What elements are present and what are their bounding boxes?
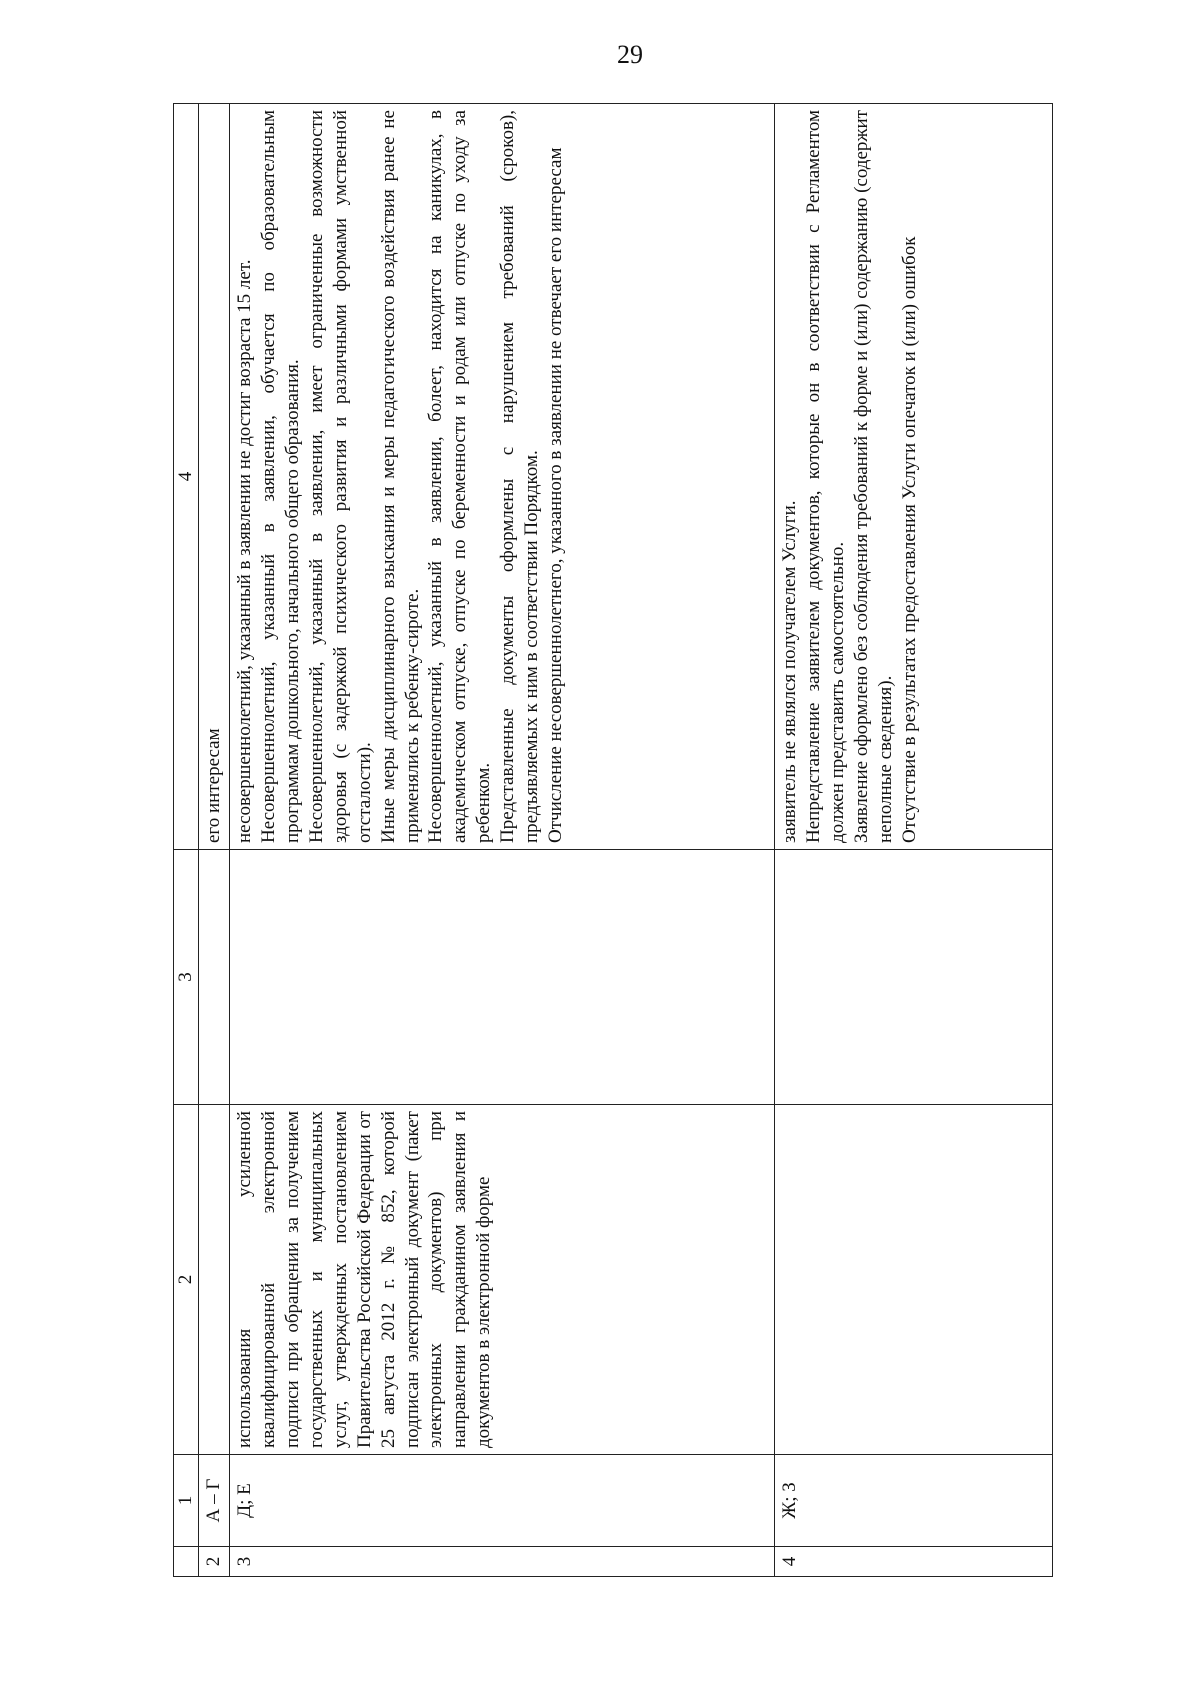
header-cell: 1 xyxy=(174,1455,199,1547)
header-cell-num xyxy=(174,1547,199,1577)
row-cell xyxy=(199,850,230,1105)
row-code: Ж; З xyxy=(774,1455,1052,1547)
row-cell-basis: использования усиленной квалифицированной электронной подписи при обращении за получением государственных и муниципальных услуг, утвержденных постановлением Правительства Российской Федерации от 25 августа 2012 г. № 852, которой подписан электронный документ (пакет электронных документов) при направлении гражданином заявления и документов в электронной форме xyxy=(229,1105,774,1455)
header-cell: 4 xyxy=(174,104,199,850)
table-row xyxy=(229,104,774,1577)
row-number: 2 xyxy=(199,1547,230,1577)
row-code: Д; Е xyxy=(229,1455,774,1547)
header-cell: 3 xyxy=(174,850,199,1105)
header-cell: 2 xyxy=(174,1105,199,1455)
row-cell-reasons xyxy=(199,104,230,850)
row-number: 4 xyxy=(774,1547,1052,1577)
row-code: А – Г xyxy=(199,1455,230,1547)
reason-text: заявитель не являлся получателем Услуги. xyxy=(778,500,800,843)
reason-text: Представленные документы оформлены с нарушением требований (сроков), предъявляемых к ним в соответствии Порядком. xyxy=(497,110,543,843)
table-row xyxy=(774,104,1052,1577)
reason-text: Заявление оформлено без соблюдения требований к форме и (или) содержанию (содержит неполные сведения). xyxy=(850,110,896,843)
row-cell-reasons xyxy=(774,104,1052,850)
table-header-row xyxy=(174,104,199,1577)
reason-text: несовершеннолетний, указанный в заявлении не достиг возраста 15 лет. xyxy=(233,259,255,843)
rotated-table-container xyxy=(173,104,1053,1577)
row-cell xyxy=(774,1105,1052,1455)
reason-text: Несовершеннолетний, указанный в заявлении, обучается по образовательным программам дошкольного, начального общего образования. xyxy=(257,110,303,843)
table-row xyxy=(199,104,230,1577)
refusal-grounds-table xyxy=(173,103,1053,1577)
reason-text: Несовершеннолетний, указанный в заявлении, имеет ограниченные возможности здоровья (с задержкой психического развития и различными формами умственной отсталости). xyxy=(305,110,375,843)
reason-text: Отчисление несовершеннолетнего, указанного в заявлении не отвечает его интересам xyxy=(545,147,567,843)
reason-text: Несовершеннолетний, указанный в заявлении, болеет, находится на каникулах, в академическом отпуске, отпуске по беременности и родам или отпуске по уходу за ребенком. xyxy=(425,110,495,843)
reason-text: Непредставление заявителем документов, которые он в соответствии с Регламентом должен представить самостоятельно. xyxy=(802,110,848,843)
row-number: 3 xyxy=(229,1547,774,1577)
row-cell xyxy=(199,1105,230,1455)
reason-text: Иные меры дисциплинарного взыскания и меры педагогического воздействия ранее не применялись к ребенку-сироте. xyxy=(377,110,423,843)
row-cell xyxy=(774,850,1052,1105)
row-cell xyxy=(229,850,774,1105)
row-cell-reasons xyxy=(229,104,774,850)
page-number: 29 xyxy=(617,40,643,69)
reason-text: Отсутствие в результатах предоставления Услуги опечаток и (или) ошибок xyxy=(898,236,920,843)
reason-text: его интересам xyxy=(203,728,224,843)
